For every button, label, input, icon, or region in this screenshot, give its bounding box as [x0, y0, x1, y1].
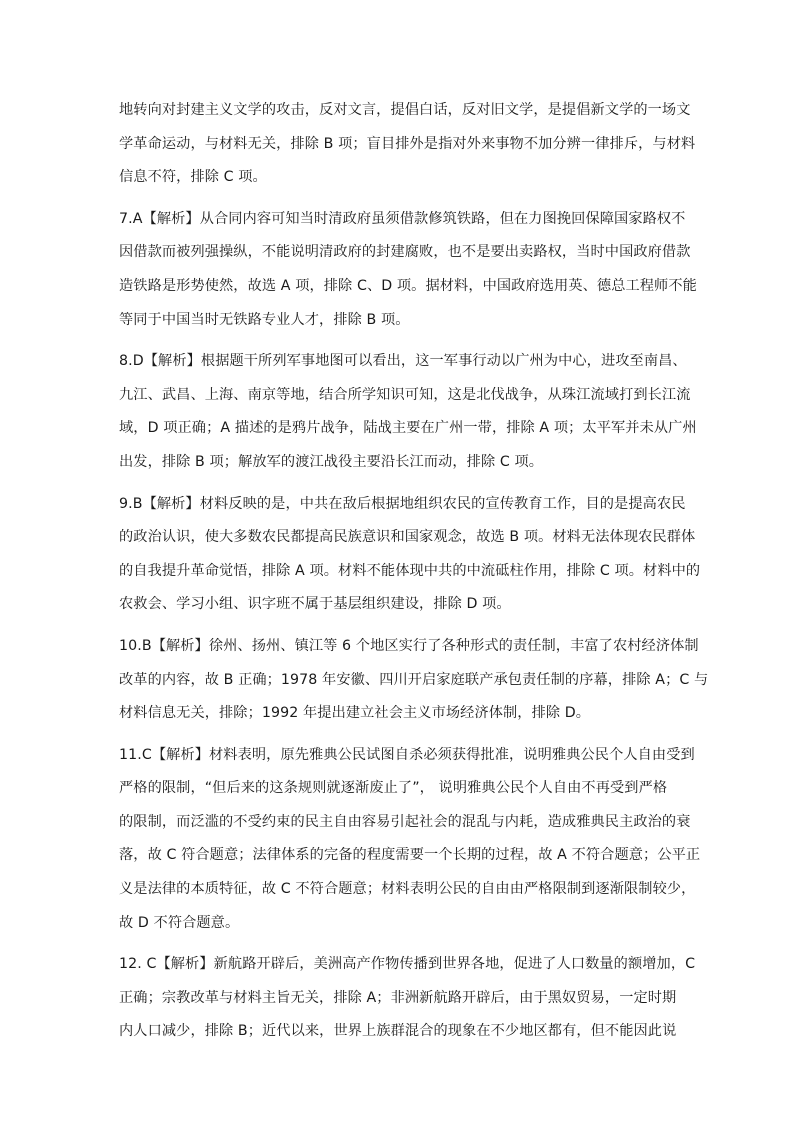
- text-line: 内人口减少，排除 B；近代以来，世界上族群混合的现象在不少地区都有，但不能因此说: [119, 1023, 677, 1040]
- text-line: 严格的限制，“但后来的这条规则就逐渐废止了”， 说明雅典公民个人自由不再受到严格: [119, 780, 668, 797]
- text-line: 的政治认识，使大多数农民都提高民族意识和国家观念，故选 B 项。材料无法体现农民群体: [119, 529, 696, 546]
- text-line: 地转向对封建主义文学的攻击，反对文言，提倡白话，反对旧文学，是提倡新文学的一场文: [119, 102, 691, 118]
- text-line: 域，D 项正确；A 描述的是鸦片战争，陆战主要在广州一带，排除 A 项；太平军并未从广州: [119, 420, 697, 437]
- text-line: 8.D【解析】根据题干所列军事地图可以看出，这一军事行动以广州为中心，进攻至南昌、: [119, 353, 687, 370]
- text-line: 学革命运动，与材料无关，排除 B 项；盲目排外是指对外来事物不加分辨一律排斥，与材料: [119, 135, 696, 152]
- text-line: 造铁路是形势使然，故选 A 项，排除 C、D 项。据材料，中国政府选用英、德总工程师不能: [119, 277, 697, 294]
- paragraph-q7: [119, 203, 697, 337]
- text-line: 九江、武昌、上海、南京等地，结合所学知识可知，这是北伐战争，从珠江流域打到长江流: [119, 386, 691, 403]
- paragraph-q6-continued: [119, 94, 696, 195]
- text-line: 12. C【解析】新航路开辟后，美洲高产作物传播到世界各地，促进了人口数量的额增加，C: [119, 956, 696, 973]
- paragraph-q9: [119, 488, 701, 622]
- text-line: 的自我提升革命觉悟，排除 A 项。材料不能体现中共的中流砥柱作用，排除 C 项。材料中的: [119, 562, 701, 579]
- text-line: 出发，排除 B 项；解放军的渡江战役主要沿长江而动，排除 C 项。: [119, 453, 544, 470]
- text-line: 11.C【解析】材料表明，原先雅典公民试图自杀必须获得批准，说明雅典公民个人自由受到: [119, 746, 695, 763]
- text-line: 7.A【解析】从合同内容可知当时清政府虽须借款修筑铁路，但在力图挽回保障国家路权不: [119, 210, 686, 227]
- paragraph-q10: [119, 630, 709, 731]
- text-line: 正确；宗教改革与材料主旨无关，排除 A；非洲新航路开辟后，由于黑奴贸易，一定时期: [119, 989, 677, 1006]
- text-line: 落，故 C 符合题意；法律体系的完备的程度需要一个长期的过程，故 A 不符合题意；公平正: [119, 847, 701, 864]
- text-line: 故 D 不符合题意。: [119, 914, 240, 931]
- text-line: 农救会、学习小组、识字班不属于基层组织建设，排除 D 项。: [119, 596, 511, 613]
- text-line: 等同于中国当时无铁路专业人才，排除 B 项。: [119, 311, 410, 328]
- paragraph-q12: [119, 948, 696, 1049]
- text-line: 9.B【解析】材料反映的是，中共在敌后根据地组织农民的宣传教育工作，目的是提高农民: [119, 495, 686, 512]
- text-line: 因借款而被列强操纵，不能说明清政府的封建腐败，也不是要出卖路权，当时中国政府借款: [119, 244, 691, 261]
- text-line: 10.B【解析】徐州、扬州、镇江等 6 个地区实行了各种形式的责任制，丰富了农村经济体制: [119, 637, 699, 654]
- paragraph-q8: [119, 345, 697, 479]
- text-line: 义是法律的本质特征，故 C 不符合题意；材料表明公民的自由由严格限制到逐渐限制较少，: [119, 881, 696, 898]
- text-line: 信息不符，排除 C 项。: [119, 169, 267, 186]
- text-line: 材料信息无关，排除；1992 年提出建立社会主义市场经济体制，排除 D。: [119, 705, 591, 722]
- text-line: 改革的内容，故 B 正确；1978 年安徽、四川开启家庭联产承包责任制的序幕，排除 A；C 与: [119, 671, 709, 688]
- text-line: 的限制，而泛滥的不受约束的民主自由容易引起社会的混乱与内耗，造成雅典民主政治的衰: [119, 813, 691, 830]
- paragraph-q11: [119, 739, 701, 941]
- answer-explanations: [119, 94, 709, 1049]
